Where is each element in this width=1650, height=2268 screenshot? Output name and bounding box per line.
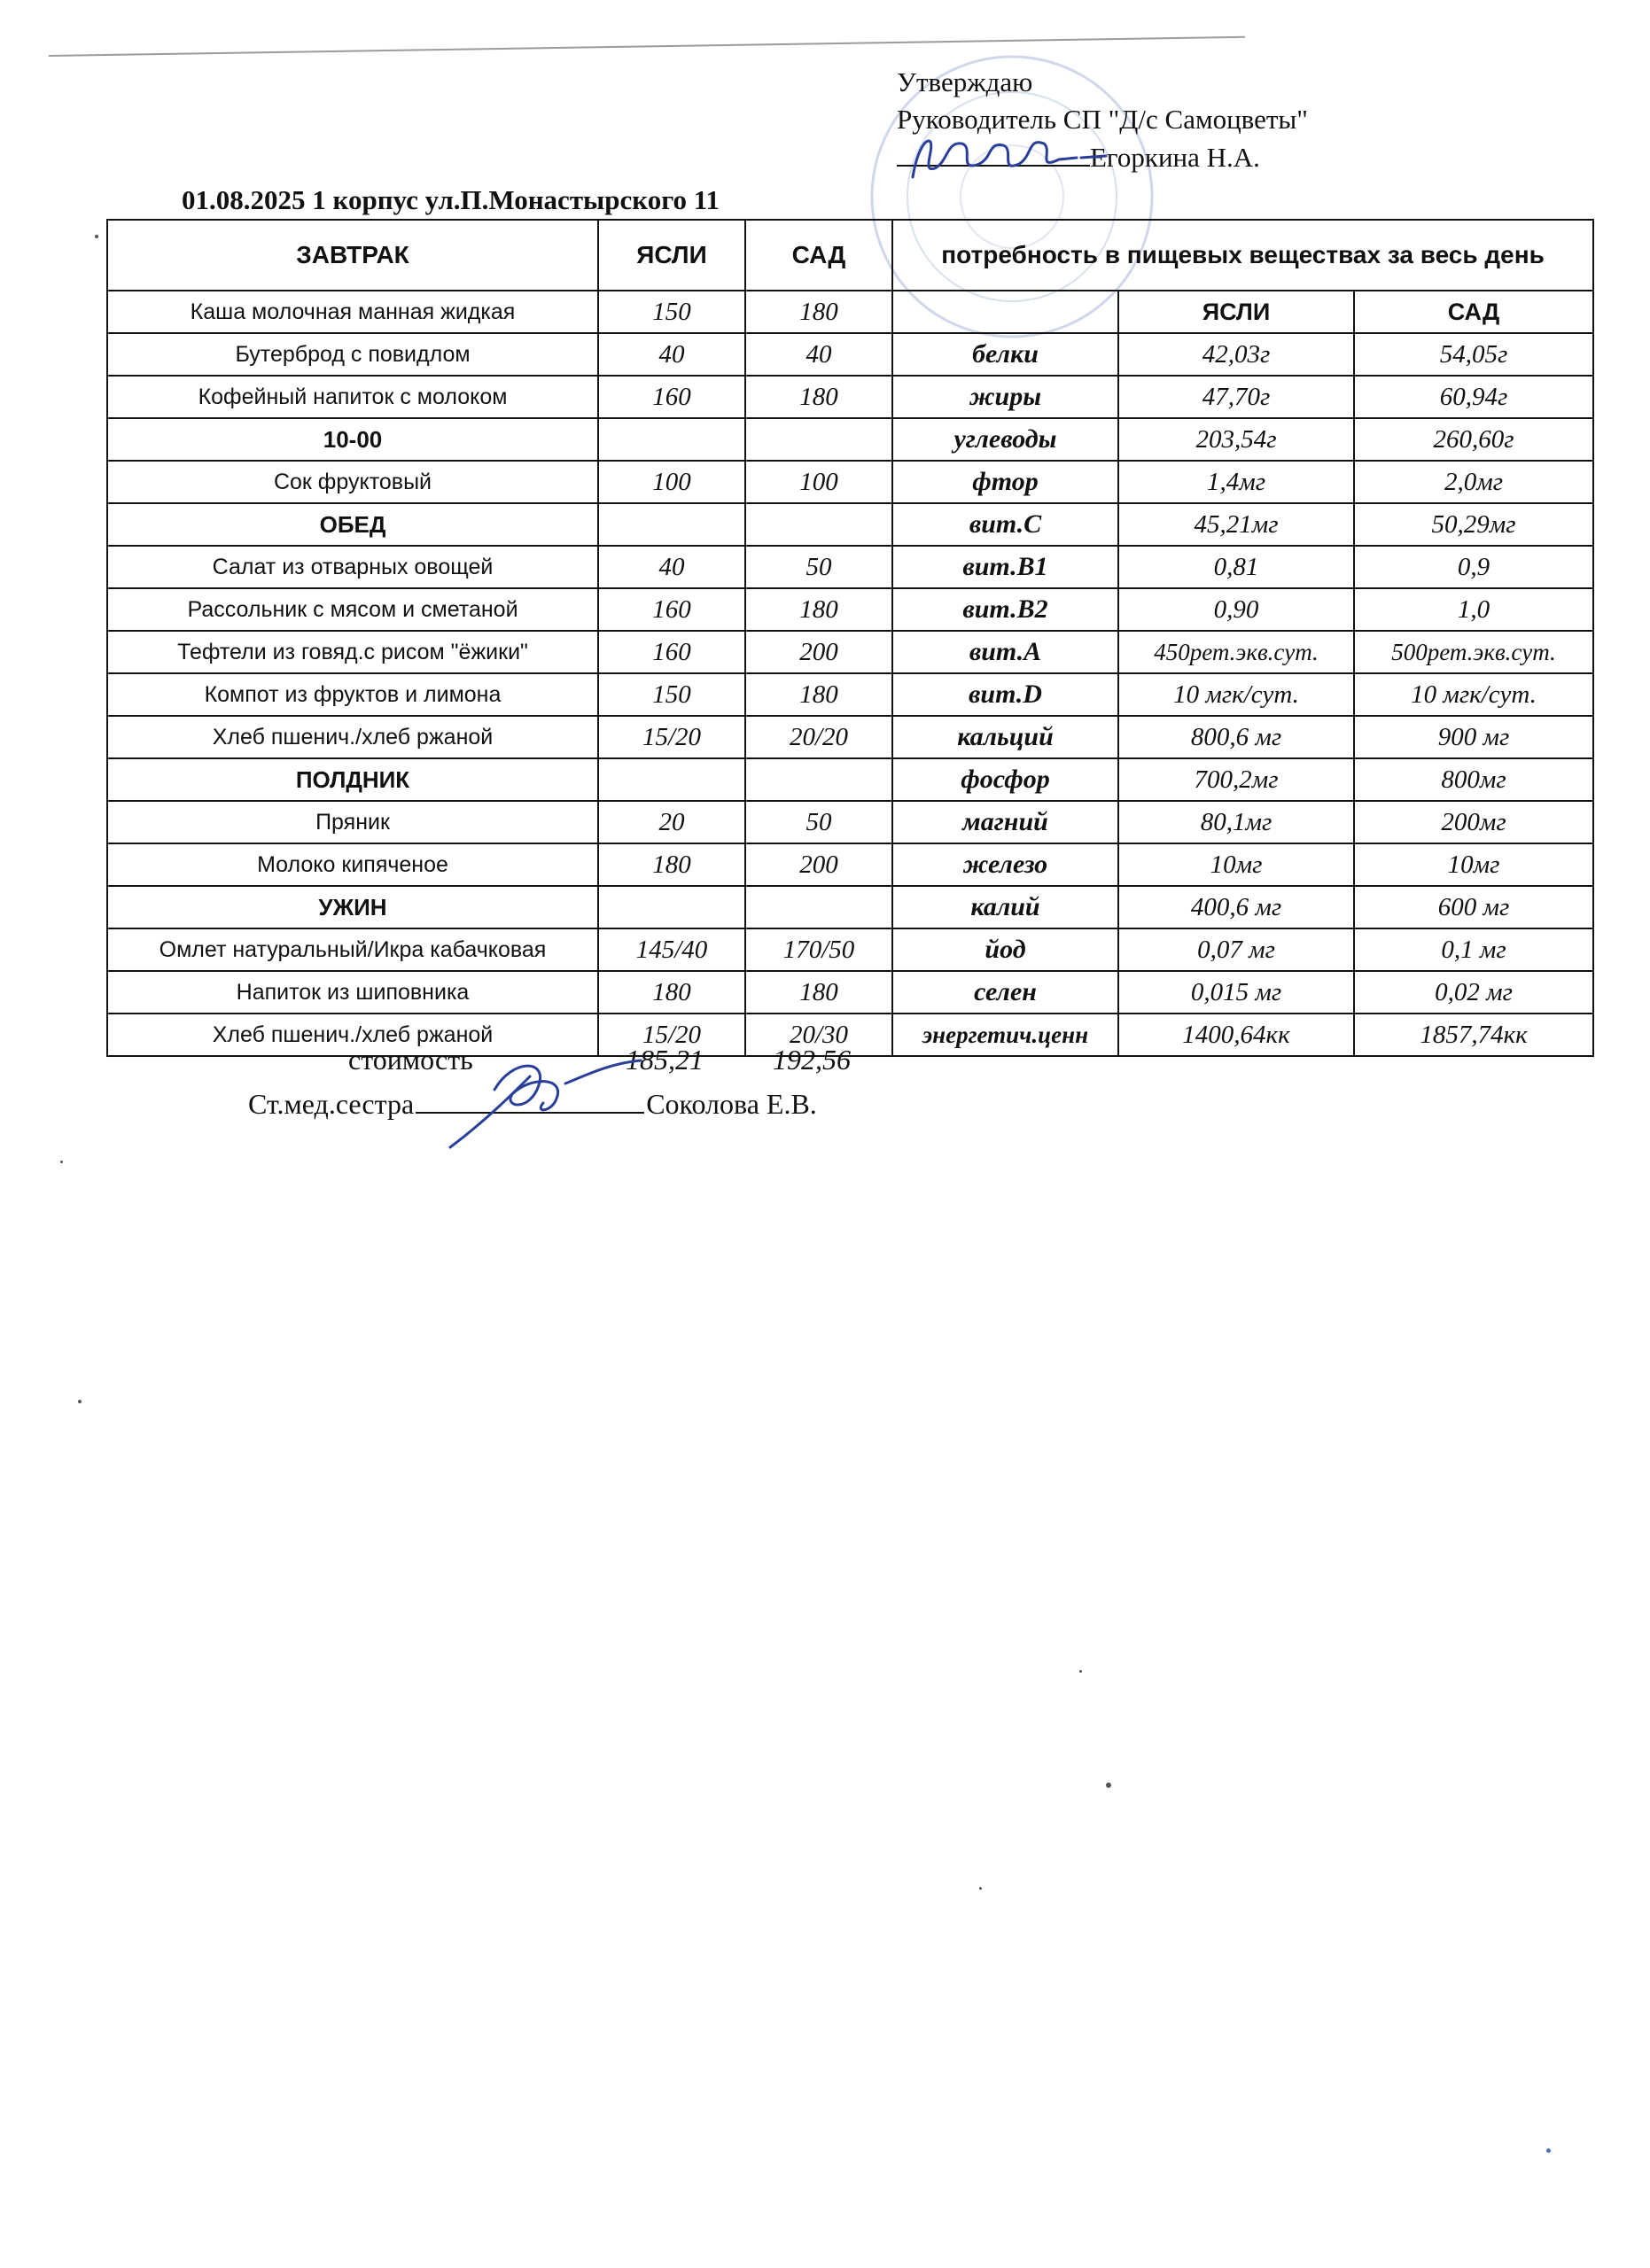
garden-qty-cell: 40 bbox=[745, 333, 892, 376]
scan-dot bbox=[1546, 2148, 1551, 2153]
dish-cell: Бутерброд с повидлом bbox=[107, 333, 598, 376]
nutrient-cell: железо bbox=[892, 843, 1118, 886]
nutrient-nursery-cell: 0,81 bbox=[1118, 546, 1354, 588]
nutrient-cell: фосфор bbox=[892, 758, 1118, 801]
dish-cell: Сок фруктовый bbox=[107, 461, 598, 503]
nutrient-garden-cell: 50,29мг bbox=[1354, 503, 1593, 546]
dish-cell: 10-00 bbox=[107, 418, 598, 461]
nursery-qty-cell bbox=[598, 503, 745, 546]
dish-cell: ОБЕД bbox=[107, 503, 598, 546]
director-position: Руководитель СП "Д/с Самоцветы" bbox=[897, 104, 1308, 135]
dish-cell: Хлеб пшенич./хлеб ржаной bbox=[107, 716, 598, 758]
scan-dot bbox=[1079, 1670, 1082, 1673]
nutrient-cell: вит.B1 bbox=[892, 546, 1118, 588]
nutrient-cell: йод bbox=[892, 928, 1118, 971]
nutrient-garden-cell: 2,0мг bbox=[1354, 461, 1593, 503]
nutrient-nursery-cell: 42,03г bbox=[1118, 333, 1354, 376]
dish-cell: Молоко кипяченое bbox=[107, 843, 598, 886]
garden-qty-cell: 200 bbox=[745, 631, 892, 673]
nutrient-nursery-cell: 0,90 bbox=[1118, 588, 1354, 631]
nutrient-nursery-cell: 1400,64кк bbox=[1118, 1014, 1354, 1056]
table-header-row bbox=[107, 220, 1593, 291]
nutrient-cell: вит.D bbox=[892, 673, 1118, 716]
table-row bbox=[107, 716, 1593, 758]
garden-qty-cell: 50 bbox=[745, 546, 892, 588]
nursery-qty-cell bbox=[598, 886, 745, 928]
nutrient-nursery-cell: 47,70г bbox=[1118, 376, 1354, 418]
header-nursery: ЯСЛИ bbox=[598, 220, 745, 291]
garden-qty-cell: 170/50 bbox=[745, 928, 892, 971]
nutrient-cell: вит.С bbox=[892, 503, 1118, 546]
table-row bbox=[107, 843, 1593, 886]
nutrient-nursery-cell: 0,07 мг bbox=[1118, 928, 1354, 971]
nutrient-cell: белки bbox=[892, 333, 1118, 376]
dish-cell: Кофейный напиток с молоком bbox=[107, 376, 598, 418]
nutrient-garden-cell: 200мг bbox=[1354, 801, 1593, 843]
table-row bbox=[107, 886, 1593, 928]
nutrient-garden-cell: 800мг bbox=[1354, 758, 1593, 801]
table-row bbox=[107, 631, 1593, 673]
garden-qty-cell: 20/20 bbox=[745, 716, 892, 758]
table-row bbox=[107, 758, 1593, 801]
header-breakfast: ЗАВТРАК bbox=[107, 220, 598, 291]
nutrient-cell: вит.А bbox=[892, 631, 1118, 673]
nutrient-nursery-cell: 45,21мг bbox=[1118, 503, 1354, 546]
nutrient-cell: фтор bbox=[892, 461, 1118, 503]
nutrient-garden-cell: САД bbox=[1354, 291, 1593, 333]
nursery-qty-cell: 180 bbox=[598, 843, 745, 886]
nursery-qty-cell: 40 bbox=[598, 546, 745, 588]
menu-table bbox=[106, 219, 1594, 1057]
document-title: 01.08.2025 1 корпус ул.П.Монастырского 11 bbox=[182, 184, 720, 215]
nutrient-garden-cell: 10мг bbox=[1354, 843, 1593, 886]
cost-label: стоимость bbox=[348, 1044, 473, 1076]
nutrient-nursery-cell: 0,015 мг bbox=[1118, 971, 1354, 1014]
nursery-qty-cell: 160 bbox=[598, 588, 745, 631]
nursery-qty-cell: 145/40 bbox=[598, 928, 745, 971]
garden-qty-cell: 20/30 bbox=[745, 1014, 892, 1056]
nutrient-nursery-cell: 1,4мг bbox=[1118, 461, 1354, 503]
garden-qty-cell bbox=[745, 758, 892, 801]
dish-cell: Хлеб пшенич./хлеб ржаной bbox=[107, 1014, 598, 1056]
nursery-qty-cell: 160 bbox=[598, 376, 745, 418]
scan-dot bbox=[78, 1400, 82, 1403]
nursery-qty-cell: 15/20 bbox=[598, 1014, 745, 1056]
nursery-qty-cell: 150 bbox=[598, 291, 745, 333]
nutrient-garden-cell: 10 мгк/сут. bbox=[1354, 673, 1593, 716]
scan-dot bbox=[60, 1161, 63, 1163]
table-row bbox=[107, 588, 1593, 631]
table-row bbox=[107, 333, 1593, 376]
nursery-qty-cell: 15/20 bbox=[598, 716, 745, 758]
nutrient-cell: углеводы bbox=[892, 418, 1118, 461]
nurse-signature bbox=[432, 1041, 654, 1165]
garden-qty-cell: 180 bbox=[745, 376, 892, 418]
nutrient-garden-cell: 60,94г bbox=[1354, 376, 1593, 418]
nursery-qty-cell bbox=[598, 418, 745, 461]
dish-cell: УЖИН bbox=[107, 886, 598, 928]
nutrient-cell: калий bbox=[892, 886, 1118, 928]
table-row bbox=[107, 461, 1593, 503]
nutrient-garden-cell: 0,1 мг bbox=[1354, 928, 1593, 971]
nutrient-cell: кальций bbox=[892, 716, 1118, 758]
garden-qty-cell: 100 bbox=[745, 461, 892, 503]
table-row bbox=[107, 673, 1593, 716]
nutrient-nursery-cell: 800,6 мг bbox=[1118, 716, 1354, 758]
header-nutrient-needs: потребность в пищевых веществах за весь день bbox=[892, 220, 1593, 291]
dish-cell: Салат из отварных овощей bbox=[107, 546, 598, 588]
table-row bbox=[107, 291, 1593, 333]
nutrient-garden-cell: 1,0 bbox=[1354, 588, 1593, 631]
nursery-qty-cell bbox=[598, 758, 745, 801]
nutrient-cell bbox=[892, 291, 1118, 333]
garden-qty-cell bbox=[745, 418, 892, 461]
nutrient-garden-cell: 260,60г bbox=[1354, 418, 1593, 461]
nutrient-garden-cell: 600 мг bbox=[1354, 886, 1593, 928]
dish-cell: Напиток из шиповника bbox=[107, 971, 598, 1014]
scan-dot bbox=[1106, 1783, 1111, 1788]
nurse-name: Соколова Е.В. bbox=[646, 1088, 817, 1120]
table-row bbox=[107, 376, 1593, 418]
nursery-qty-cell: 20 bbox=[598, 801, 745, 843]
nutrient-nursery-cell: 10мг bbox=[1118, 843, 1354, 886]
nursery-qty-cell: 150 bbox=[598, 673, 745, 716]
nutrient-nursery-cell: 203,54г bbox=[1118, 418, 1354, 461]
nutrient-nursery-cell: 450рет.экв.сут. bbox=[1118, 631, 1354, 673]
garden-qty-cell bbox=[745, 886, 892, 928]
dish-cell: Омлет натуральный/Икра кабачковая bbox=[107, 928, 598, 971]
nursery-qty-cell: 100 bbox=[598, 461, 745, 503]
dish-cell: Компот из фруктов и лимона bbox=[107, 673, 598, 716]
nutrient-garden-cell: 900 мг bbox=[1354, 716, 1593, 758]
table-row bbox=[107, 928, 1593, 971]
nutrient-nursery-cell: 700,2мг bbox=[1118, 758, 1354, 801]
table-row bbox=[107, 971, 1593, 1014]
nursery-qty-cell: 180 bbox=[598, 971, 745, 1014]
dish-cell: Пряник bbox=[107, 801, 598, 843]
garden-qty-cell: 180 bbox=[745, 971, 892, 1014]
nutrient-garden-cell: 54,05г bbox=[1354, 333, 1593, 376]
table-row bbox=[107, 546, 1593, 588]
garden-qty-cell: 180 bbox=[745, 673, 892, 716]
nutrient-cell: энергетич.ценн bbox=[892, 1014, 1118, 1056]
nutrient-cell: селен bbox=[892, 971, 1118, 1014]
nutrient-garden-cell: 1857,74кк bbox=[1354, 1014, 1593, 1056]
dish-cell: ПОЛДНИК bbox=[107, 758, 598, 801]
nutrient-nursery-cell: 80,1мг bbox=[1118, 801, 1354, 843]
table-row bbox=[107, 503, 1593, 546]
nutrient-cell: магний bbox=[892, 801, 1118, 843]
cost-garden: 192,56 bbox=[773, 1044, 851, 1076]
nutrient-nursery-cell: 10 мгк/сут. bbox=[1118, 673, 1354, 716]
garden-qty-cell: 50 bbox=[745, 801, 892, 843]
dish-cell: Каша молочная манная жидкая bbox=[107, 291, 598, 333]
approve-label: Утверждаю bbox=[897, 66, 1033, 97]
nursery-qty-cell: 40 bbox=[598, 333, 745, 376]
nutrient-nursery-cell: ЯСЛИ bbox=[1118, 291, 1354, 333]
nursery-qty-cell: 160 bbox=[598, 631, 745, 673]
garden-qty-cell: 180 bbox=[745, 588, 892, 631]
nutrient-cell: жиры bbox=[892, 376, 1118, 418]
table-row bbox=[107, 418, 1593, 461]
dish-cell: Тефтели из говяд.с рисом "ёжики" bbox=[107, 631, 598, 673]
garden-qty-cell: 200 bbox=[745, 843, 892, 886]
scan-dot bbox=[979, 1887, 982, 1890]
garden-qty-cell: 180 bbox=[745, 291, 892, 333]
garden-qty-cell bbox=[745, 503, 892, 546]
director-signature bbox=[895, 124, 1125, 190]
nutrient-cell: вит.B2 bbox=[892, 588, 1118, 631]
director-name: Егоркина Н.А. bbox=[1090, 142, 1260, 173]
nutrient-garden-cell: 500рет.экв.сут. bbox=[1354, 631, 1593, 673]
nutrient-garden-cell: 0,9 bbox=[1354, 546, 1593, 588]
nurse-label: Ст.мед.сестра bbox=[248, 1088, 415, 1120]
header-garden: САД bbox=[745, 220, 892, 291]
scan-dot bbox=[95, 235, 98, 238]
dish-cell: Рассольник с мясом и сметаной bbox=[107, 588, 598, 631]
nutrient-garden-cell: 0,02 мг bbox=[1354, 971, 1593, 1014]
cost-nursery: 185,21 bbox=[626, 1044, 704, 1076]
nutrient-nursery-cell: 400,6 мг bbox=[1118, 886, 1354, 928]
table-row bbox=[107, 801, 1593, 843]
